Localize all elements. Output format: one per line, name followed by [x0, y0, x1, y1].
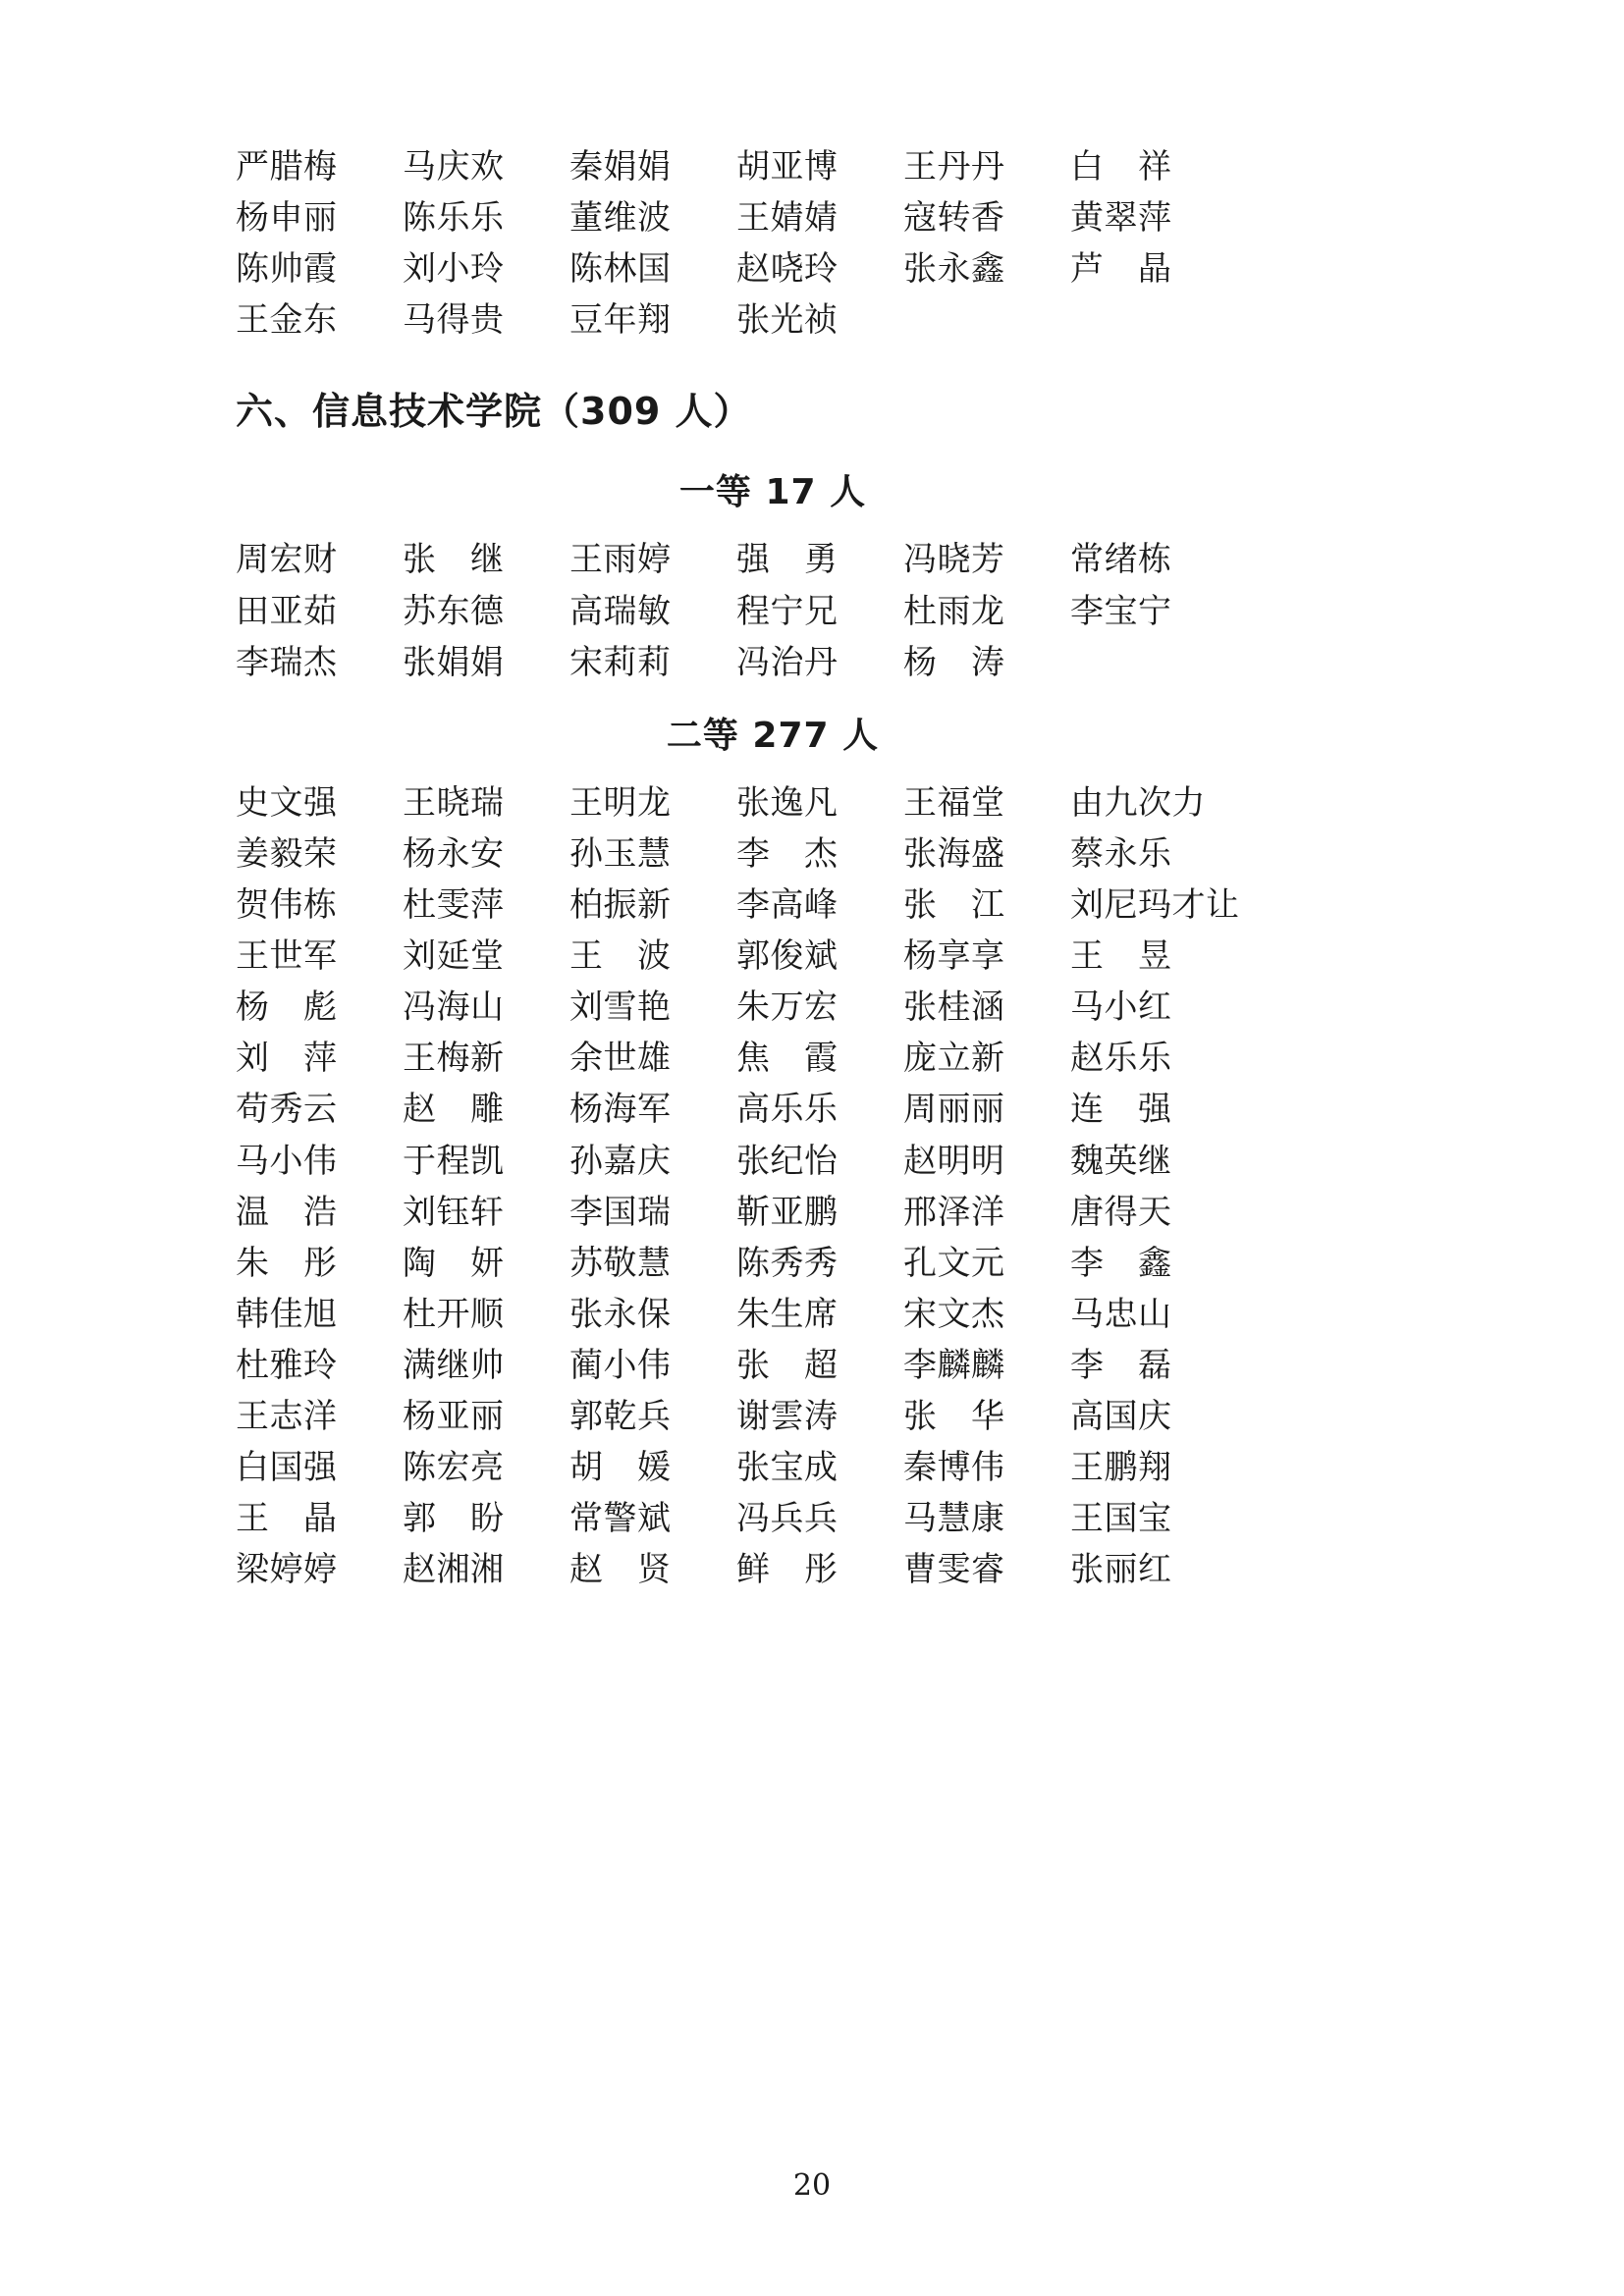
name-cell: 陶 妍 — [403, 1243, 505, 1283]
table-row — [236, 1039, 1428, 1078]
name-cell: 张娟娟 — [403, 642, 505, 682]
table-row — [236, 198, 1428, 238]
name-cell: 陈宏亮 — [403, 1448, 505, 1488]
name-cell: 庞立新 — [903, 1039, 1005, 1079]
name-cell: 苏东德 — [403, 591, 505, 631]
award-heading-second: 二等 277 人 — [666, 715, 880, 756]
name-cell: 陈林国 — [569, 249, 672, 290]
name-cell: 王世军 — [236, 936, 338, 977]
name-cell: 张逸凡 — [736, 782, 839, 823]
name-cell: 田亚茹 — [236, 591, 338, 631]
name-cell: 梁婷婷 — [236, 1550, 338, 1590]
name-cell: 张纪怡 — [736, 1141, 839, 1181]
name-cell: 杨永安 — [403, 833, 505, 874]
name-cell: 邢泽洋 — [903, 1192, 1005, 1232]
name-cell: 郭俊斌 — [736, 936, 839, 977]
name-cell: 陈乐乐 — [403, 198, 505, 239]
name-cell: 朱 彤 — [236, 1243, 338, 1283]
name-cell: 张永鑫 — [903, 249, 1005, 290]
table-row — [236, 885, 1428, 925]
name-cell: 周丽丽 — [903, 1090, 1005, 1130]
name-cell: 刘小玲 — [403, 249, 505, 290]
name-cell: 贺伟栋 — [236, 884, 338, 925]
name-cell: 李宝宁 — [1070, 591, 1172, 631]
name-cell: 王金东 — [236, 300, 338, 341]
name-cell: 张 超 — [736, 1345, 839, 1385]
name-cell: 王明龙 — [569, 782, 672, 823]
section-title: 六、信息技术学院（309 人） — [236, 390, 752, 434]
name-cell: 白国强 — [236, 1448, 338, 1488]
name-cell: 柏振新 — [569, 884, 672, 925]
name-cell: 严腊梅 — [236, 147, 338, 187]
name-cell: 杜雨龙 — [903, 591, 1005, 631]
name-cell: 孙嘉庆 — [569, 1141, 672, 1181]
name-cell: 刘 萍 — [236, 1039, 338, 1079]
name-cell: 姜毅荣 — [236, 833, 338, 874]
name-cell: 王梅新 — [403, 1039, 505, 1079]
name-cell: 余世雄 — [569, 1039, 672, 1079]
name-cell: 赵乐乐 — [1070, 1039, 1172, 1079]
name-cell: 杨享享 — [903, 936, 1005, 977]
name-cell: 张桂涵 — [903, 988, 1005, 1028]
table-row — [236, 1550, 1428, 1589]
name-cell: 宋莉莉 — [569, 642, 672, 682]
name-cell: 豆年翔 — [569, 300, 672, 341]
name-cell: 张光祯 — [736, 300, 839, 341]
name-cell: 王 昱 — [1070, 936, 1172, 977]
table-row — [236, 540, 1428, 579]
name-cell: 赵 贤 — [569, 1550, 672, 1590]
name-cell: 王福堂 — [903, 782, 1005, 823]
name-cell: 常警斌 — [569, 1499, 672, 1539]
name-cell: 冯兵兵 — [736, 1499, 839, 1539]
name-cell: 曹雯睿 — [903, 1550, 1005, 1590]
table-row — [236, 936, 1428, 976]
name-cell: 李高峰 — [736, 884, 839, 925]
name-cell: 李 鑫 — [1070, 1243, 1172, 1283]
name-cell: 张宝成 — [736, 1448, 839, 1488]
name-cell: 陈秀秀 — [736, 1243, 839, 1283]
name-cell: 周宏财 — [236, 540, 338, 580]
table-row — [236, 147, 1428, 187]
name-cell: 马得贵 — [403, 300, 505, 341]
name-cell: 冯海山 — [403, 988, 505, 1028]
name-cell: 刘钰轩 — [403, 1192, 505, 1232]
table-row — [236, 1193, 1428, 1232]
name-cell: 杨 彪 — [236, 988, 338, 1028]
table-row — [236, 1244, 1428, 1283]
name-cell: 朱生席 — [736, 1294, 839, 1334]
table-row — [236, 300, 1428, 340]
name-cell: 刘雪艳 — [569, 988, 672, 1028]
table-row — [236, 592, 1428, 631]
name-cell: 黄翠萍 — [1070, 198, 1172, 239]
name-cell: 杨亚丽 — [403, 1397, 505, 1437]
award-heading-first: 一等 17 人 — [678, 472, 867, 513]
name-cell: 赵 雕 — [403, 1090, 505, 1130]
name-cell: 赵哓玲 — [736, 249, 839, 290]
name-cell: 程宁兄 — [736, 591, 839, 631]
name-cell: 刘延堂 — [403, 936, 505, 977]
name-cell: 王 波 — [569, 936, 672, 977]
name-cell: 冯晓芳 — [903, 540, 1005, 580]
name-cell: 蔺小伟 — [569, 1345, 672, 1385]
table-row — [236, 1499, 1428, 1538]
name-cell: 李麟麟 — [903, 1345, 1005, 1385]
name-cell: 杨申丽 — [236, 198, 338, 239]
name-cell: 苟秀云 — [236, 1090, 338, 1130]
table-row — [236, 988, 1428, 1027]
name-cell: 于程凯 — [403, 1141, 505, 1181]
name-cell: 苏敬慧 — [569, 1243, 672, 1283]
name-cell: 高国庆 — [1070, 1397, 1172, 1437]
name-cell: 张海盛 — [903, 833, 1005, 874]
name-cell: 张 继 — [403, 540, 505, 580]
name-cell: 寇转香 — [903, 198, 1005, 239]
name-cell: 高瑞敏 — [569, 591, 672, 631]
name-cell: 李 杰 — [736, 833, 839, 874]
name-cell: 谢雲涛 — [736, 1397, 839, 1437]
name-cell: 常绪栋 — [1070, 540, 1172, 580]
name-cell: 马小红 — [1070, 988, 1172, 1028]
name-cell: 朱万宏 — [736, 988, 839, 1028]
name-cell: 郭乾兵 — [569, 1397, 672, 1437]
name-cell: 赵明明 — [903, 1141, 1005, 1181]
name-cell: 韩佳旭 — [236, 1294, 338, 1334]
name-cell: 芦 晶 — [1070, 249, 1172, 290]
name-cell: 胡亚博 — [736, 147, 839, 187]
name-cell: 刘尼玛才让 — [1070, 884, 1240, 925]
name-cell: 赵湘湘 — [403, 1550, 505, 1590]
table-row — [236, 643, 1428, 682]
name-cell: 张 华 — [903, 1397, 1005, 1437]
name-cell: 马忠山 — [1070, 1294, 1172, 1334]
name-cell: 陈帅霞 — [236, 249, 338, 290]
name-cell: 高乐乐 — [736, 1090, 839, 1130]
name-cell: 鲜 彤 — [736, 1550, 839, 1590]
table-row — [236, 783, 1428, 823]
name-cell: 王国宝 — [1070, 1499, 1172, 1539]
name-cell: 唐得天 — [1070, 1192, 1172, 1232]
table-row — [236, 249, 1428, 289]
name-cell: 马庆欢 — [403, 147, 505, 187]
name-cell: 白 祥 — [1070, 147, 1172, 187]
name-cell: 王志洋 — [236, 1397, 338, 1437]
name-cell: 王雨婷 — [569, 540, 672, 580]
name-cell: 张 江 — [903, 884, 1005, 925]
name-cell: 杜开顺 — [403, 1294, 505, 1334]
name-cell: 满继帅 — [403, 1345, 505, 1385]
name-cell: 秦娟娟 — [569, 147, 672, 187]
name-cell: 孙玉慧 — [569, 833, 672, 874]
name-cell: 杨 涛 — [903, 642, 1005, 682]
name-cell: 靳亚鹏 — [736, 1192, 839, 1232]
name-cell: 胡 媛 — [569, 1448, 672, 1488]
name-cell: 张永保 — [569, 1294, 672, 1334]
name-cell: 蔡永乐 — [1070, 833, 1172, 874]
name-cell: 温 浩 — [236, 1192, 338, 1232]
name-cell: 马小伟 — [236, 1141, 338, 1181]
name-cell: 强 勇 — [736, 540, 839, 580]
name-cell: 郭 盼 — [403, 1499, 505, 1539]
name-cell: 王 晶 — [236, 1499, 338, 1539]
award-list-second — [236, 783, 1428, 1590]
name-cell: 由九次力 — [1070, 782, 1206, 823]
table-row — [236, 1142, 1428, 1181]
name-cell: 魏英继 — [1070, 1141, 1172, 1181]
name-cell: 王鹏翔 — [1070, 1448, 1172, 1488]
name-cell: 王丹丹 — [903, 147, 1005, 187]
name-cell: 史文强 — [236, 782, 338, 823]
name-cell: 秦博伟 — [903, 1448, 1005, 1488]
name-cell: 李 磊 — [1070, 1345, 1172, 1385]
name-cell: 王晓瑞 — [403, 782, 505, 823]
name-cell: 李国瑞 — [569, 1192, 672, 1232]
name-cell: 张丽红 — [1070, 1550, 1172, 1590]
award-list-first — [236, 540, 1428, 681]
table-row — [236, 1090, 1428, 1129]
name-cell: 冯治丹 — [736, 642, 839, 682]
name-cell: 孔文元 — [903, 1243, 1005, 1283]
table-row — [236, 1346, 1428, 1385]
name-list-continued — [236, 147, 1428, 340]
table-row — [236, 1295, 1428, 1334]
page-number: 20 — [792, 2168, 832, 2203]
table-row — [236, 1397, 1428, 1436]
name-cell: 马慧康 — [903, 1499, 1005, 1539]
name-cell: 宋文杰 — [903, 1294, 1005, 1334]
name-cell: 杜雯萍 — [403, 884, 505, 925]
table-row — [236, 834, 1428, 874]
name-cell: 连 强 — [1070, 1090, 1172, 1130]
name-cell: 杜雅玲 — [236, 1345, 338, 1385]
name-cell: 董维波 — [569, 198, 672, 239]
table-row — [236, 1448, 1428, 1487]
name-cell: 王婧婧 — [736, 198, 839, 239]
name-cell: 杨海军 — [569, 1090, 672, 1130]
name-cell: 李瑞杰 — [236, 642, 338, 682]
name-cell: 焦 霞 — [736, 1039, 839, 1079]
